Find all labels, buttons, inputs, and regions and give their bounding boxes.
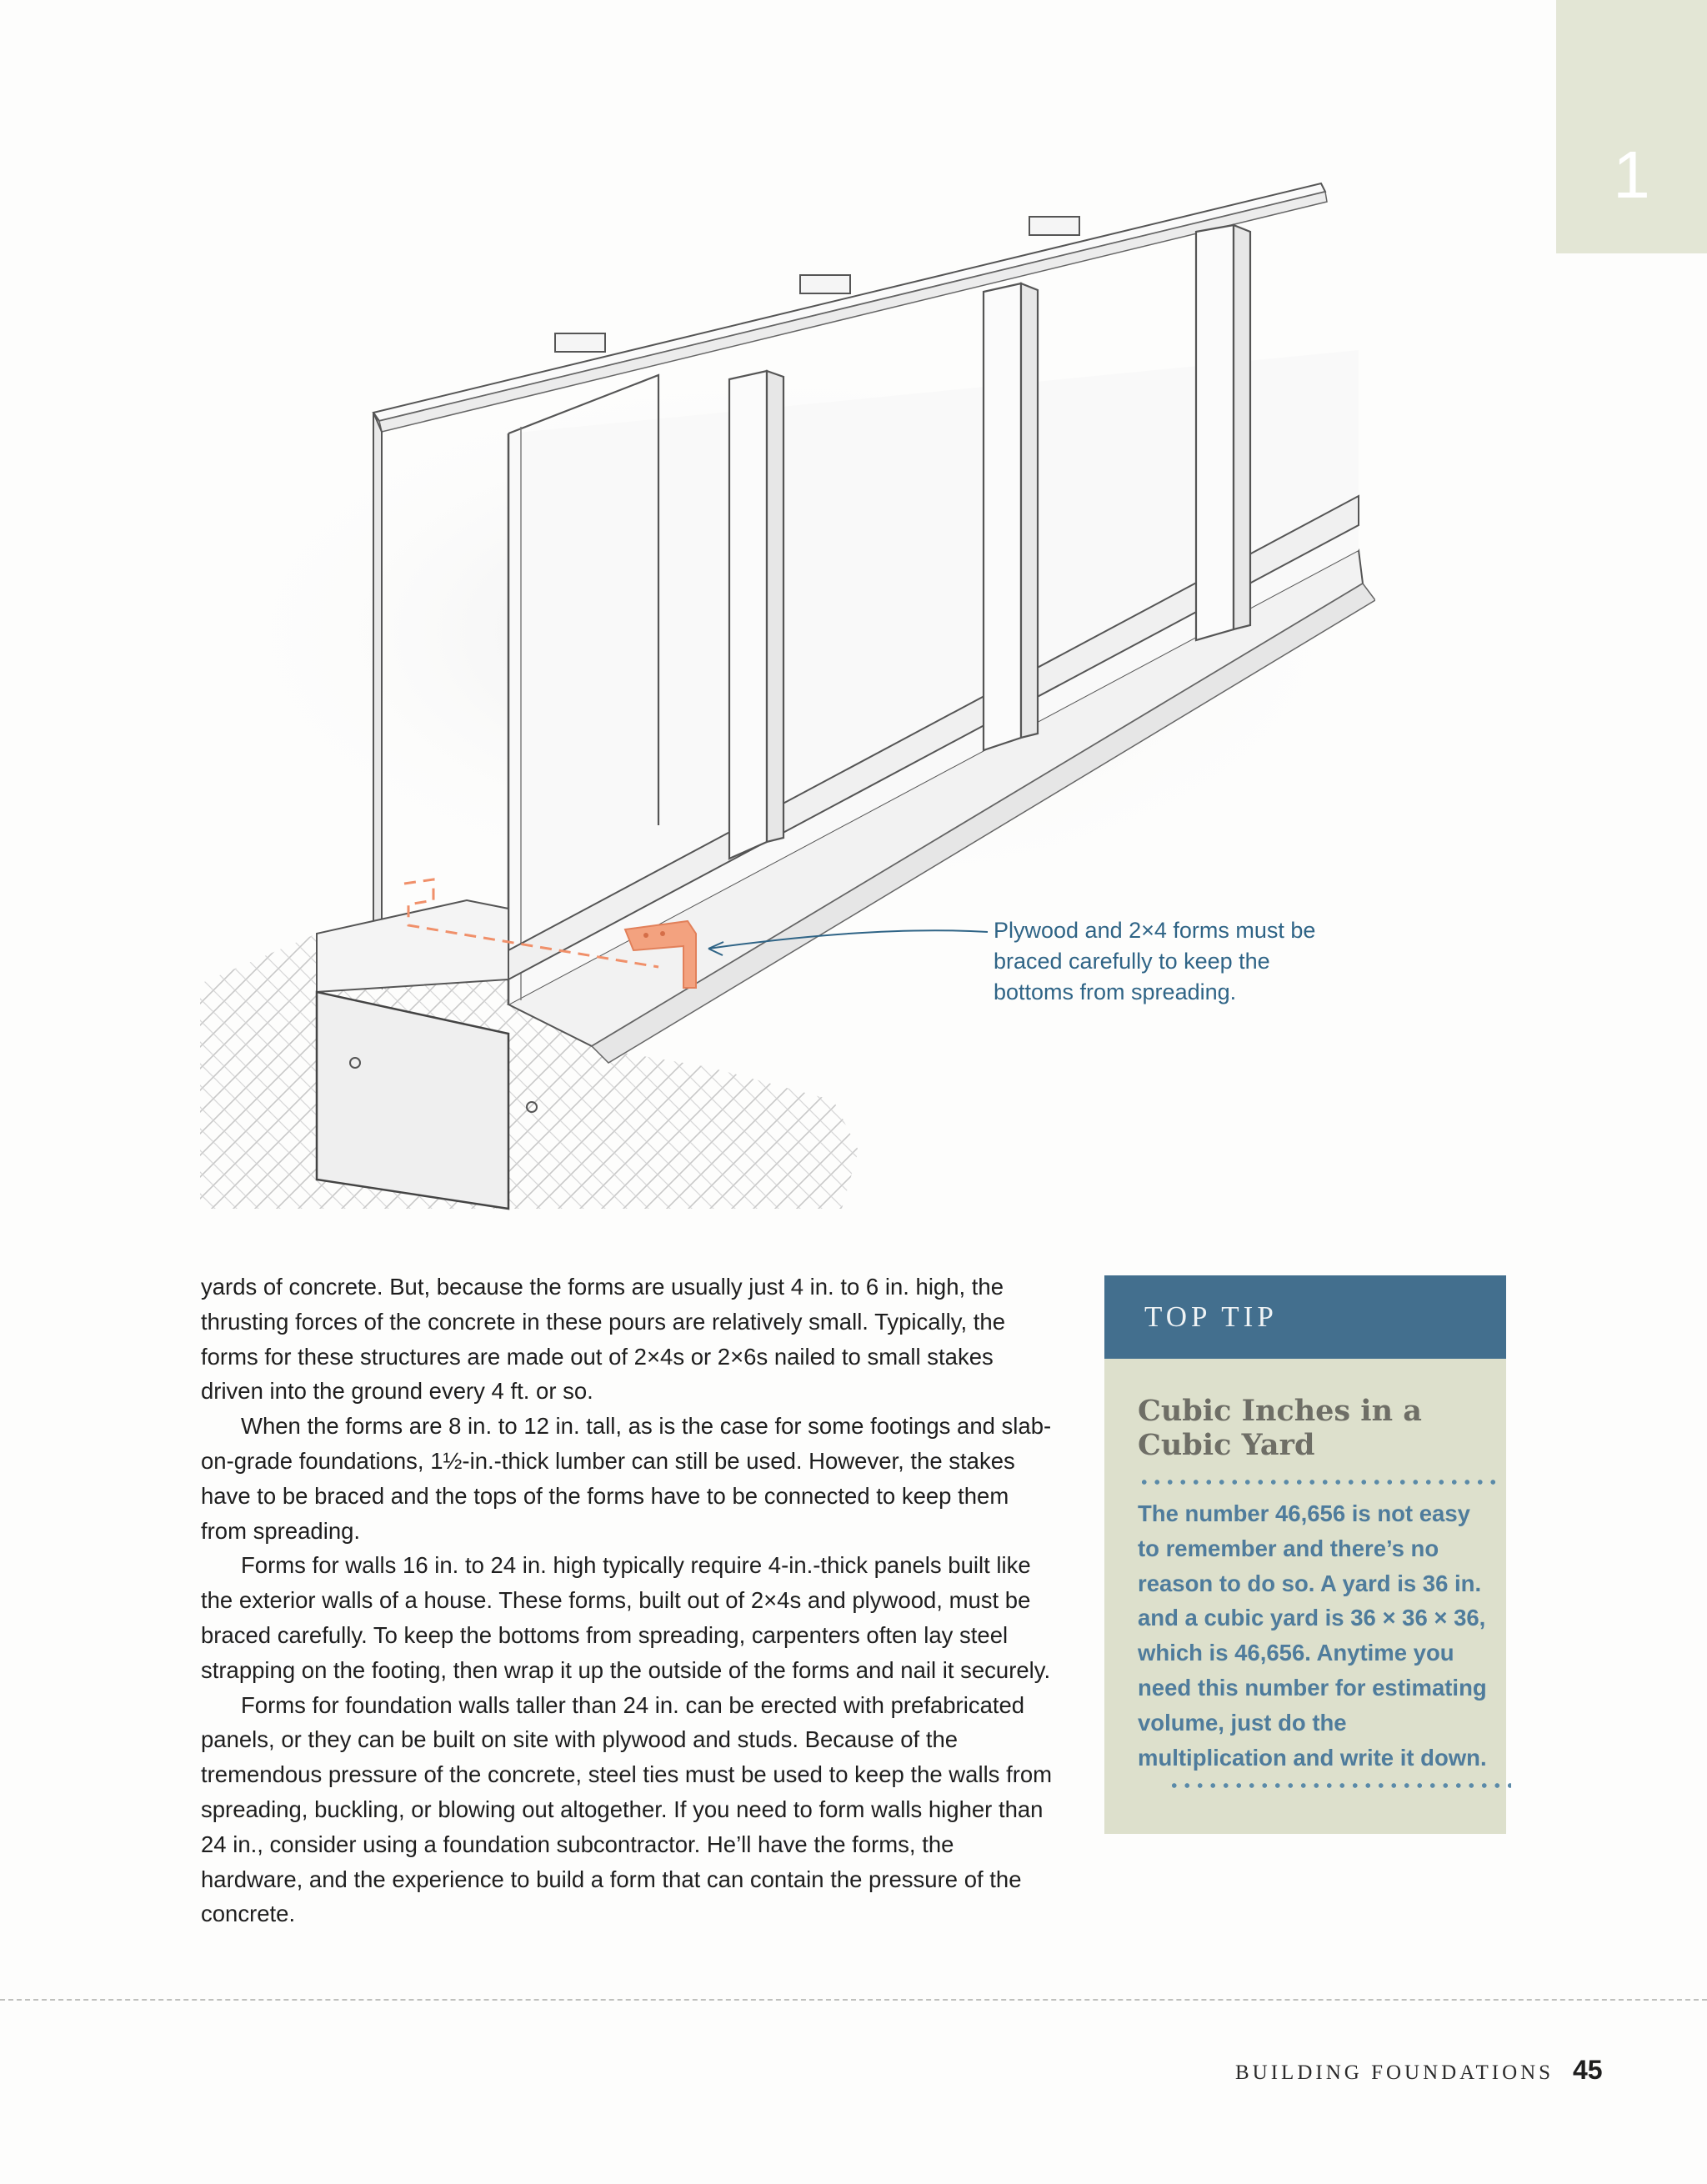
- page-number: 45: [1573, 2055, 1603, 2085]
- concrete-form-illustration: [192, 167, 1375, 1225]
- figure-callout: Plywood and 2×4 forms must be braced carefully to keep the bottoms from spreading.: [994, 918, 1316, 1004]
- dotted-divider: [1138, 1479, 1498, 1485]
- top-tip-sidebar: [1104, 1275, 1506, 1834]
- body-text: [201, 1270, 1059, 1931]
- plywood-panel-outer: [373, 413, 382, 988]
- paragraph: yards of concrete. But, because the forms are usually just 4 in. to 6 in. high, the thrusting forces of the concrete in these pours are relatively small. Typically, the forms for these structures are made out of 2×4s or 2×6s nailed to small stakes driven into the ground every 4 ft. or so.: [201, 1274, 1005, 1405]
- cleat: [800, 275, 850, 293]
- top-tip-label: TOP TIP: [1144, 1300, 1278, 1333]
- chapter-tab: [1556, 0, 1707, 253]
- paragraph: Forms for walls 16 in. to 24 in. high typically require 4-in.-thick panels built like the exterior walls of a house. These forms, built out of 2×4s and plywood, must be braced carefully. To keep the bottoms from spreading, carpenters often lay steel strapping on the footing, then wrap it up the outside of the forms and nail it securely.: [201, 1552, 1051, 1683]
- top-tip-header: [1104, 1275, 1506, 1359]
- dotted-divider: [1168, 1782, 1511, 1789]
- footer-divider: [0, 1999, 1707, 2001]
- cleat: [1029, 217, 1079, 235]
- top-tip-title: Cubic Inches in a Cubic Yard: [1138, 1394, 1422, 1462]
- cleat: [555, 333, 605, 352]
- top-tip-body: The number 46,656 is not easy to remember and there’s no reason to do so. A yard is 36 in. and a cubic yard is 36 × 36 × 36, which is 46,656. Anytime you need this number for estimating volume, just do the multiplication and write it down.: [1138, 1500, 1487, 1771]
- paragraph: When the forms are 8 in. to 12 in. tall, as is the case for some footings and slab-on-grade foundations, 1½-in.-thick lumber can still be used. However, the stakes have to be braced and the tops of the forms have to be connected to keep them from spreading.: [201, 1413, 1052, 1544]
- end-block: [317, 900, 508, 992]
- paragraph: Forms for foundation walls taller than 24 in. can be erected with prefabricated panels, or they can be built on site with plywood and studs. Because of the tremendous pressure of the concrete, steel ties must be used to keep the walls from spreading, buckling, or blowing out altogether. If you need to form walls higher than 24 in., consider using a foundation subcontractor. He’ll have the forms, the hardware, and the experience to build a form that can contain the pressure of the concrete.: [201, 1691, 1053, 1927]
- running-head: BUILDING FOUNDATIONS: [1235, 2061, 1554, 2084]
- chapter-number: 1: [1613, 138, 1650, 212]
